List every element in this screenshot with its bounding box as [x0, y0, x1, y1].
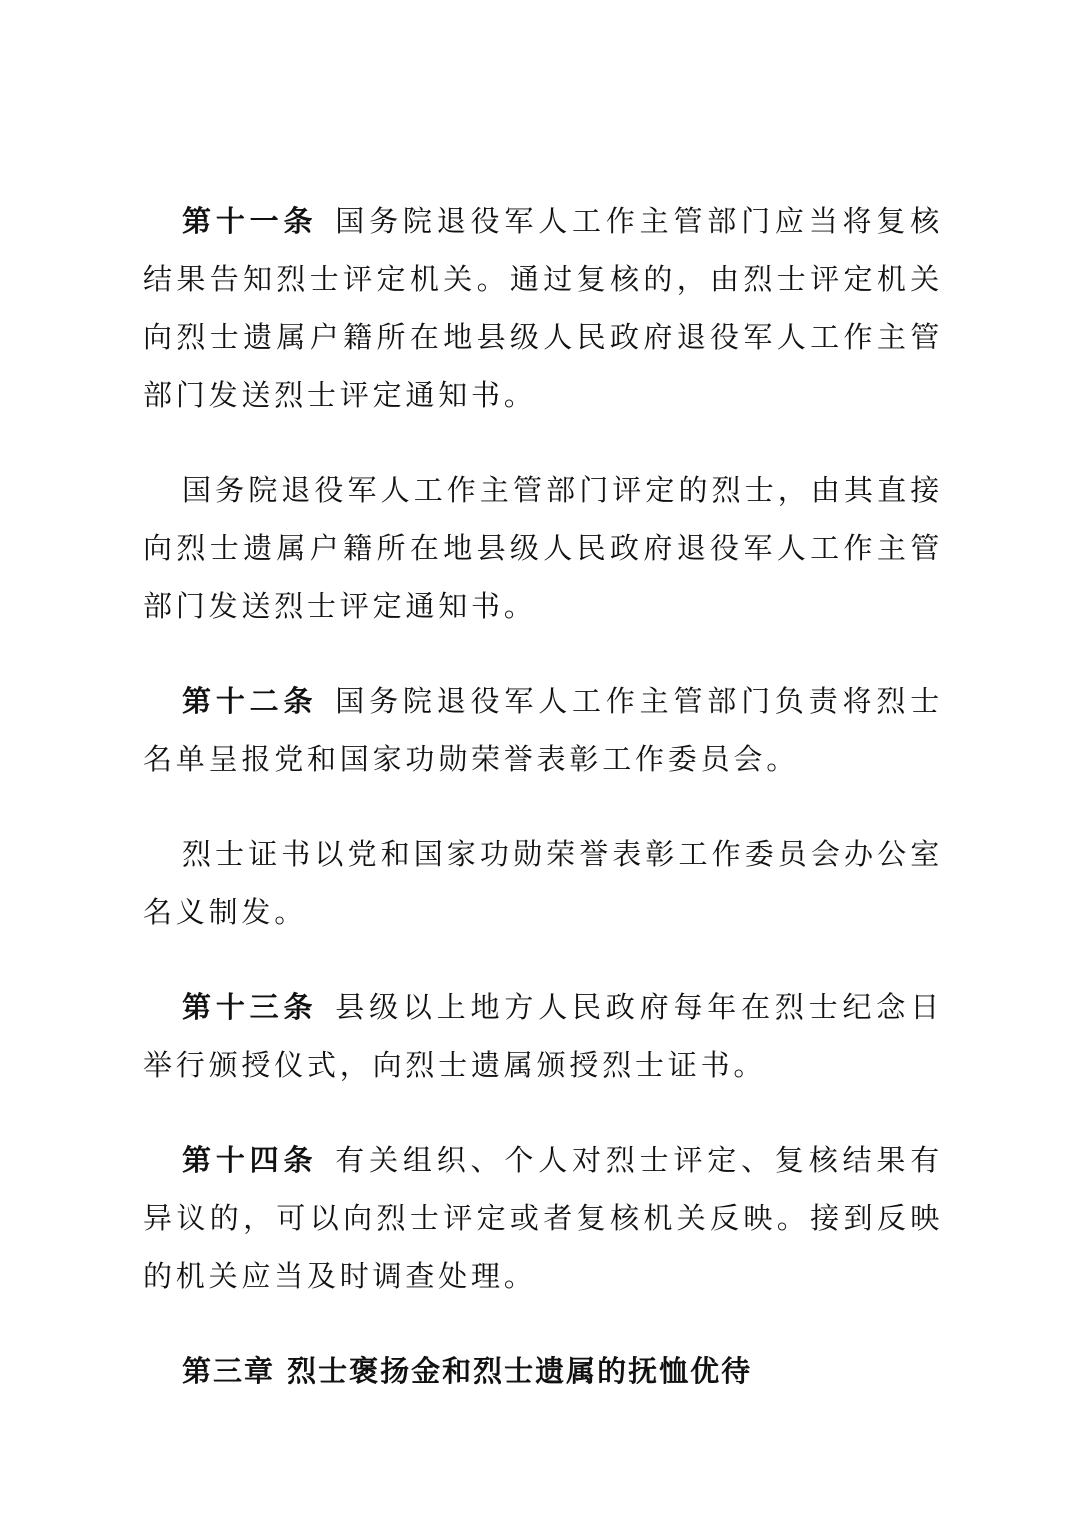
- article-13-paragraph: [143, 978, 943, 1094]
- article-number: 第十二条: [182, 684, 318, 718]
- article-11-paragraph: [143, 192, 943, 424]
- article-text: 县级以上地方人民政府每年在烈士纪念日举行颁授仪式，向烈士遗属颁授烈士证书。: [143, 990, 943, 1082]
- article-12-paragraph: [143, 672, 943, 788]
- article-text: 国务院退役军人工作主管部门负责将烈士名单呈报党和国家功勋荣誉表彰工作委员会。: [143, 684, 943, 776]
- article-11-continuation-paragraph: [143, 461, 943, 635]
- article-text: 国务院退役军人工作主管部门应当将复核结果告知烈士评定机关。通过复核的，由烈士评定机关向烈士遗属户籍所在地县级人民政府退役军人工作主管部门发送烈士评定通知书。: [143, 204, 943, 412]
- article-number: 第十一条: [182, 204, 318, 238]
- chapter-heading: 第三章 烈士褒扬金和烈士遗属的抚恤优待: [182, 1354, 753, 1388]
- paragraph-text: 国务院退役军人工作主管部门评定的烈士，由其直接向烈士遗属户籍所在地县级人民政府退役军人工作主管部门发送烈士评定通知书。: [143, 473, 943, 623]
- article-text: 有关组织、个人对烈士评定、复核结果有异议的，可以向烈士评定或者复核机关反映。接到反映的机关应当及时调查处理。: [143, 1143, 943, 1293]
- article-12-continuation-paragraph: [143, 825, 943, 941]
- paragraph-text: 烈士证书以党和国家功勋荣誉表彰工作委员会办公室名义制发。: [143, 837, 943, 929]
- article-number: 第十三条: [182, 990, 318, 1024]
- article-14-paragraph: [143, 1131, 943, 1305]
- document-body: [143, 192, 943, 1400]
- article-number: 第十四条: [182, 1143, 318, 1177]
